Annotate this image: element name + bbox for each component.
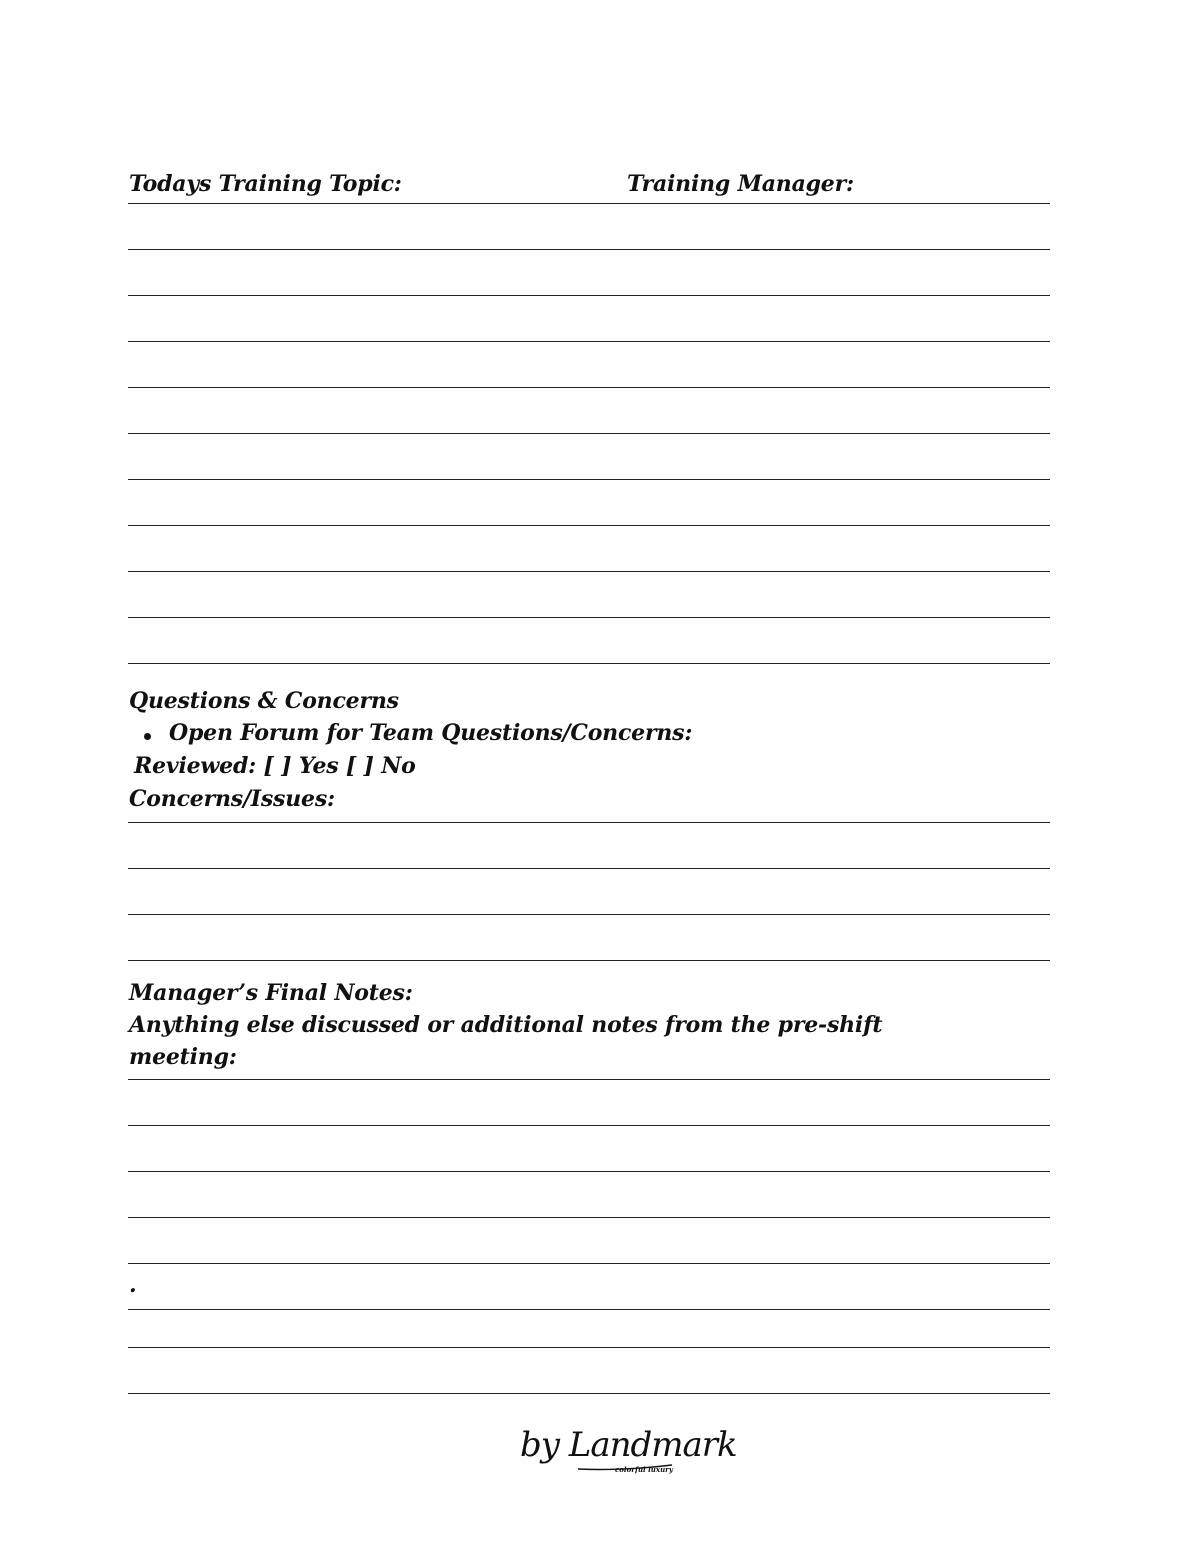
writing-line[interactable]	[128, 433, 1050, 434]
writing-line[interactable]	[128, 1393, 1050, 1394]
writing-line[interactable]	[128, 868, 1050, 869]
writing-line[interactable]	[128, 1217, 1050, 1218]
logo-tagline: colorful luxury	[615, 1465, 673, 1474]
writing-line[interactable]	[128, 479, 1050, 480]
writing-line[interactable]	[128, 960, 1050, 961]
training-topic-label: Todays Training Topic:	[129, 171, 402, 197]
final-notes-description-cont: meeting:	[129, 1044, 237, 1070]
writing-line[interactable]	[128, 663, 1050, 664]
writing-line[interactable]	[128, 1309, 1050, 1310]
writing-line[interactable]	[128, 341, 1050, 342]
writing-line[interactable]	[128, 1079, 1050, 1080]
logo-wordmark: by Landmark	[520, 1425, 737, 1465]
final-notes-description: Anything else discussed or additional notes from the pre-shift	[129, 1012, 883, 1038]
writing-line[interactable]	[128, 1171, 1050, 1172]
training-manager-label: Training Manager:	[627, 171, 854, 197]
writing-line[interactable]	[128, 249, 1050, 250]
writing-line[interactable]	[128, 203, 1050, 204]
writing-line[interactable]	[128, 295, 1050, 296]
writing-line[interactable]	[128, 387, 1050, 388]
writing-line[interactable]	[128, 1347, 1050, 1348]
open-forum-item: Open Forum for Team Questions/Concerns:	[169, 720, 693, 746]
logo-underline-icon	[520, 1425, 680, 1495]
reviewed-checkbox-text: Reviewed: [ ] Yes [ ] No	[134, 753, 416, 779]
landmark-logo	[520, 1425, 737, 1495]
final-notes-heading: Manager’s Final Notes:	[129, 980, 413, 1006]
stray-mark: .	[129, 1272, 137, 1298]
writing-line[interactable]	[128, 1125, 1050, 1126]
writing-line[interactable]	[128, 1263, 1050, 1264]
bullet-icon	[144, 733, 151, 740]
concerns-label: Concerns/Issues:	[129, 786, 335, 812]
writing-line[interactable]	[128, 571, 1050, 572]
questions-heading: Questions & Concerns	[129, 688, 399, 714]
writing-line[interactable]	[128, 525, 1050, 526]
writing-line[interactable]	[128, 617, 1050, 618]
writing-line[interactable]	[128, 914, 1050, 915]
writing-line[interactable]	[128, 822, 1050, 823]
